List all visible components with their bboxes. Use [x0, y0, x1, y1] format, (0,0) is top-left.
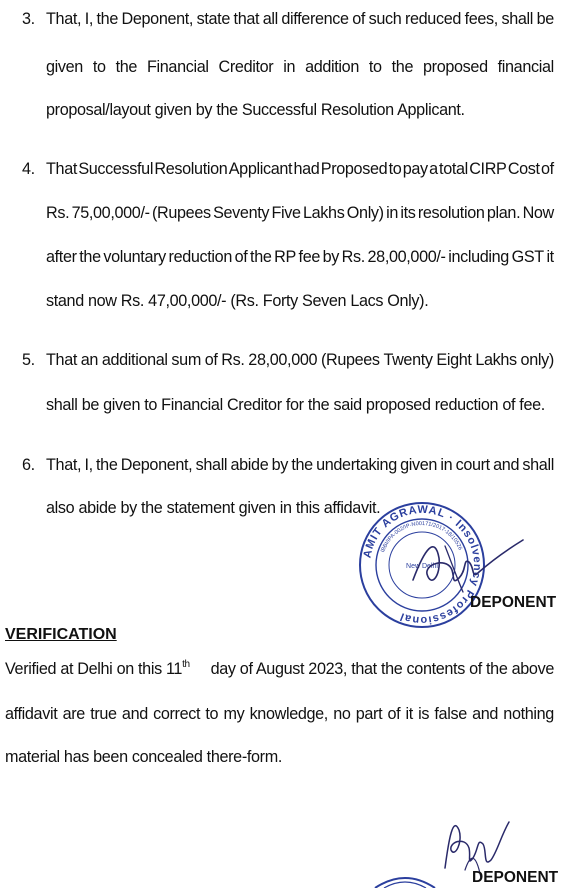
paragraph-number: 3.: [22, 10, 35, 28]
paragraph-line: stand now Rs. 47,00,000/- (Rs. Forty Seven Lacs Only).: [46, 292, 429, 310]
paragraph-line: proposal/layout given by the Successful Resolution Applicant.: [46, 101, 465, 119]
paragraph-line: also abide by the statement given in this affidavit.: [46, 499, 381, 517]
verification-heading: VERIFICATION: [5, 626, 117, 643]
paragraph-line: shall be given to Financial Creditor for the said proposed reduction of fee.: [46, 396, 545, 414]
svg-text:IBBI/IPA-002/IP-N00171/2017-18: IBBI/IPA-002/IP-N00171/2017-18/10526: [380, 520, 463, 554]
paragraph-number: 6.: [22, 456, 35, 474]
paragraph-line: Rs. 75,00,000/- (Rupees Seventy Five Lakhs Only) in its resolution plan. Now: [46, 204, 554, 222]
paragraph-number: 4.: [22, 160, 35, 178]
deponent-label: DEPONENT: [470, 594, 557, 611]
deponent-signature: [405, 528, 525, 598]
partial-seal-stamp: [370, 872, 440, 888]
paragraph-line: That an additional sum of Rs. 28,00,000 (Rupees Twenty Eight Lakhs only): [46, 351, 554, 369]
paragraph-line: That, I, the Deponent, state that all difference of such reduced fees, shall be: [46, 10, 554, 28]
svg-text:AMIT AGRAWAL · Insolvency Prof: AMIT AGRAWAL · Insolvency Professional: [361, 503, 484, 627]
paragraph-number: 5.: [22, 351, 35, 369]
paragraph-line: after the voluntary reduction of the RP fee by Rs. 28,00,000/- including GST it: [46, 248, 554, 266]
deponent-label: DEPONENT: [472, 869, 559, 886]
svg-text:New Delhi: New Delhi: [406, 563, 438, 570]
paragraph-line: given to the Financial Creditor in addition to the proposed financial: [46, 58, 554, 76]
verification-line: material has been concealed there-form.: [5, 748, 282, 766]
paragraph-line: That, I, the Deponent, shall abide by the undertaking given in court and shall: [46, 456, 554, 474]
paragraph-line: That Successful Resolution Applicant had Proposed to pay a total CIRP Cost of: [46, 160, 554, 178]
verification-line: affidavit are true and correct to my knowledge, no part of it is false and nothing: [5, 705, 554, 723]
ordinal-suffix: th: [182, 659, 190, 670]
verification-line: [5, 660, 554, 679]
verification-line-end: day of August 2023, that the contents of the above: [210, 660, 554, 678]
verification-line-start: Verified at Delhi on this 11: [5, 660, 183, 678]
